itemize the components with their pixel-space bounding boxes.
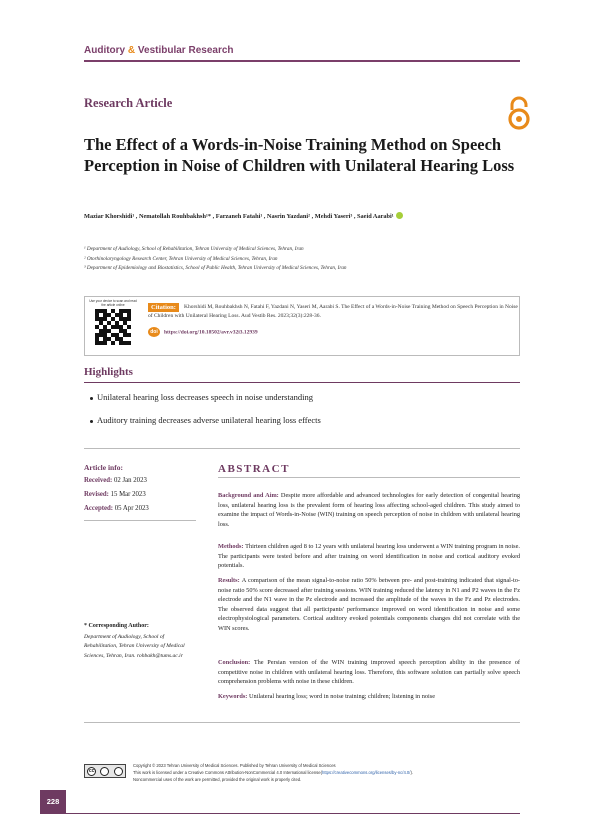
header-rule — [84, 60, 520, 62]
highlight-item — [90, 392, 313, 402]
abstract-rule — [218, 477, 520, 478]
revised-label: Revised: — [84, 491, 109, 498]
abstract-title: ABSTRACT — [218, 463, 290, 475]
keywords-label: Keywords: — [218, 693, 249, 700]
article-type: Research Article — [84, 96, 173, 110]
highlight-text: Unilateral hearing loss decreases speech in noise understanding — [97, 392, 313, 402]
highlight-text: Auditory training decreases adverse unilateral hearing loss effects — [97, 415, 321, 425]
keywords-text: Unilateral hearing loss; word in noise training; children; listening in noise — [248, 693, 436, 700]
background-label: Background and Aim: — [218, 492, 281, 499]
section-divider — [84, 448, 520, 449]
journal-name-part1: Auditory — [84, 45, 128, 56]
corresponding-author-body: Department of Audiology, School of Rehabilitation, Tehran University of Medical Sciences, Tehran, Iran. rohbakh@tums.ac.ir — [84, 634, 185, 659]
abstract-conclusion — [218, 658, 520, 687]
qr-block — [88, 299, 138, 353]
noncommercial-line: Noncommercial uses of the work are permitted, provided the original work is properly cited. — [133, 777, 302, 783]
orcid-icon[interactable] — [396, 212, 403, 219]
article-info-title: Article info: — [84, 463, 123, 472]
author-list — [84, 212, 524, 220]
affiliations — [84, 245, 524, 274]
license-text-a: This work is licensed under a Creative Commons Attribution-NonCommercial 4.0 International license( — [133, 770, 322, 776]
article-title: The Effect of a Words-in-Noise Training Method on Speech Perception in Noise of Children with Unilateral Hearing Loss — [84, 135, 515, 175]
creative-commons-icon[interactable] — [84, 764, 126, 778]
methods-label: Methods: — [218, 543, 246, 550]
bullet-icon — [90, 397, 93, 400]
cc-by-icon — [100, 767, 109, 776]
info-divider — [84, 520, 196, 521]
background-text: Despite more affordable and advanced technologies for early detection of congenital hearing loss, unilateral hearing loss is the prevalent form of hearing loss affecting school-aged children. This study aimed to examine the impact of Words-in-Noise (WIN) training on speech perception of noise in children with unilateral hearing loss. — [218, 492, 521, 528]
qr-code-icon[interactable] — [95, 309, 131, 345]
revised-date — [84, 491, 146, 498]
affiliation-3: ³ Department of Epidemiology and Biostatistics, School of Public Health, Tehran University of Medical Sciences, Tehran, Iran — [84, 265, 347, 271]
footer-divider — [84, 722, 520, 723]
accepted-value: 05 Apr 2023 — [113, 505, 149, 512]
highlights-rule — [84, 382, 520, 383]
received-value: 02 Jan 2023 — [112, 477, 147, 484]
revised-value: 15 Mar 2023 — [108, 491, 146, 498]
results-label: Results: — [218, 577, 242, 584]
received-label: Received: — [84, 477, 113, 484]
page-number: 228 — [40, 790, 66, 814]
journal-name-amp: & — [127, 45, 136, 56]
license-line — [133, 769, 523, 776]
license-text — [133, 762, 523, 784]
journal-name-part2: Vestibular Research — [135, 45, 234, 56]
abstract-results — [218, 576, 520, 634]
journal-name — [84, 45, 234, 56]
affiliation-1: ¹ Department of Audiology, School of Rehabilitation, Tehran University of Medical Sciences, Tehran, Iran — [84, 246, 304, 252]
highlights-title: Highlights — [84, 366, 133, 378]
doi-row — [148, 327, 258, 337]
page-bottom-rule — [66, 813, 520, 814]
qr-caption: Use your device to scan and read the article online — [89, 299, 137, 307]
cc-badge-text: cc — [88, 767, 95, 774]
copyright-line: Copyright © 2023 Tehran University of Medical Sciences. Published by Tehran University of Medical Sciences — [133, 763, 336, 768]
authors-text: Maziar Khorshidi¹ , Nematollah Rouhbakhsh¹* , Farzaneh Fatahi¹ , Nasrin Yazdani² , Mehdi Yaseri³ , Saeid Aarabi¹ — [84, 213, 396, 220]
abstract-methods — [218, 542, 520, 571]
corresponding-author-title: * Corresponding Author: — [84, 623, 149, 629]
bullet-icon — [90, 420, 93, 423]
conclusion-text: The Persian version of the WIN training improved speech perception ability in the presence of competitive noise in children with unilateral hearing loss. Therefore, this software solution can partially solve speech comprehension problems with noise in these children. — [218, 659, 520, 686]
open-access-icon[interactable] — [505, 96, 533, 130]
accepted-date — [84, 505, 149, 512]
cc-nc-icon — [114, 767, 123, 776]
conclusion-label: Conclusion: — [218, 659, 254, 666]
affiliation-2: ² Otorhinolaryngology Research Center, Tehran University of Medical Sciences, Tehran, Iran — [84, 255, 278, 262]
abstract-background — [218, 491, 520, 529]
abstract-keywords — [218, 692, 520, 702]
license-text-b: ). — [410, 770, 413, 776]
citation-label: Citation: — [148, 303, 179, 312]
doi-icon: doi — [148, 327, 160, 337]
received-date — [84, 477, 147, 484]
accepted-label: Accepted: — [84, 505, 114, 512]
results-text: A comparison of the mean signal-to-noise ratio 50% between pre- and post-training indicated that signal-to-noise ratio 50% score decreased after training sessions. WIN training reduced the latency in N1 and P2 waves in the Fz electrode and the N1 wave in the Pz electrode and increased the amplitude of the waves in the Fz and Pz electrodes. The observed data suggest that all participants' performance improved on word identification in noise and some electrophysiological parameters. Cortical auditory evoked potentials components changes did not correlate with the WIN scores. — [218, 577, 520, 632]
license-link[interactable]: https://creativecommons.org/licenses/by-nc/4.0/ — [321, 770, 411, 776]
highlight-item — [90, 415, 321, 425]
doi-link[interactable]: https://doi.org/10.18502/avr.v32i3.12939 — [164, 329, 258, 336]
methods-text: Thirteen children aged 8 to 12 years with unilateral hearing loss underwent a WIN training program in noise. The participants were tested before and after training on word identification in noise and cortical auditory evoked potentials. — [218, 543, 520, 570]
citation-text: Khorshidi M, Rouhbakhsh N, Fatahi F, Yazdani N, Yaseri M, Aarabi S. The Effect of a Words-in-Noise Training Method on Speech Perception in Noise of Children with Unilateral Hearing Loss. Aud Vestib Res. 2023;32(3):228-36. — [148, 304, 518, 319]
